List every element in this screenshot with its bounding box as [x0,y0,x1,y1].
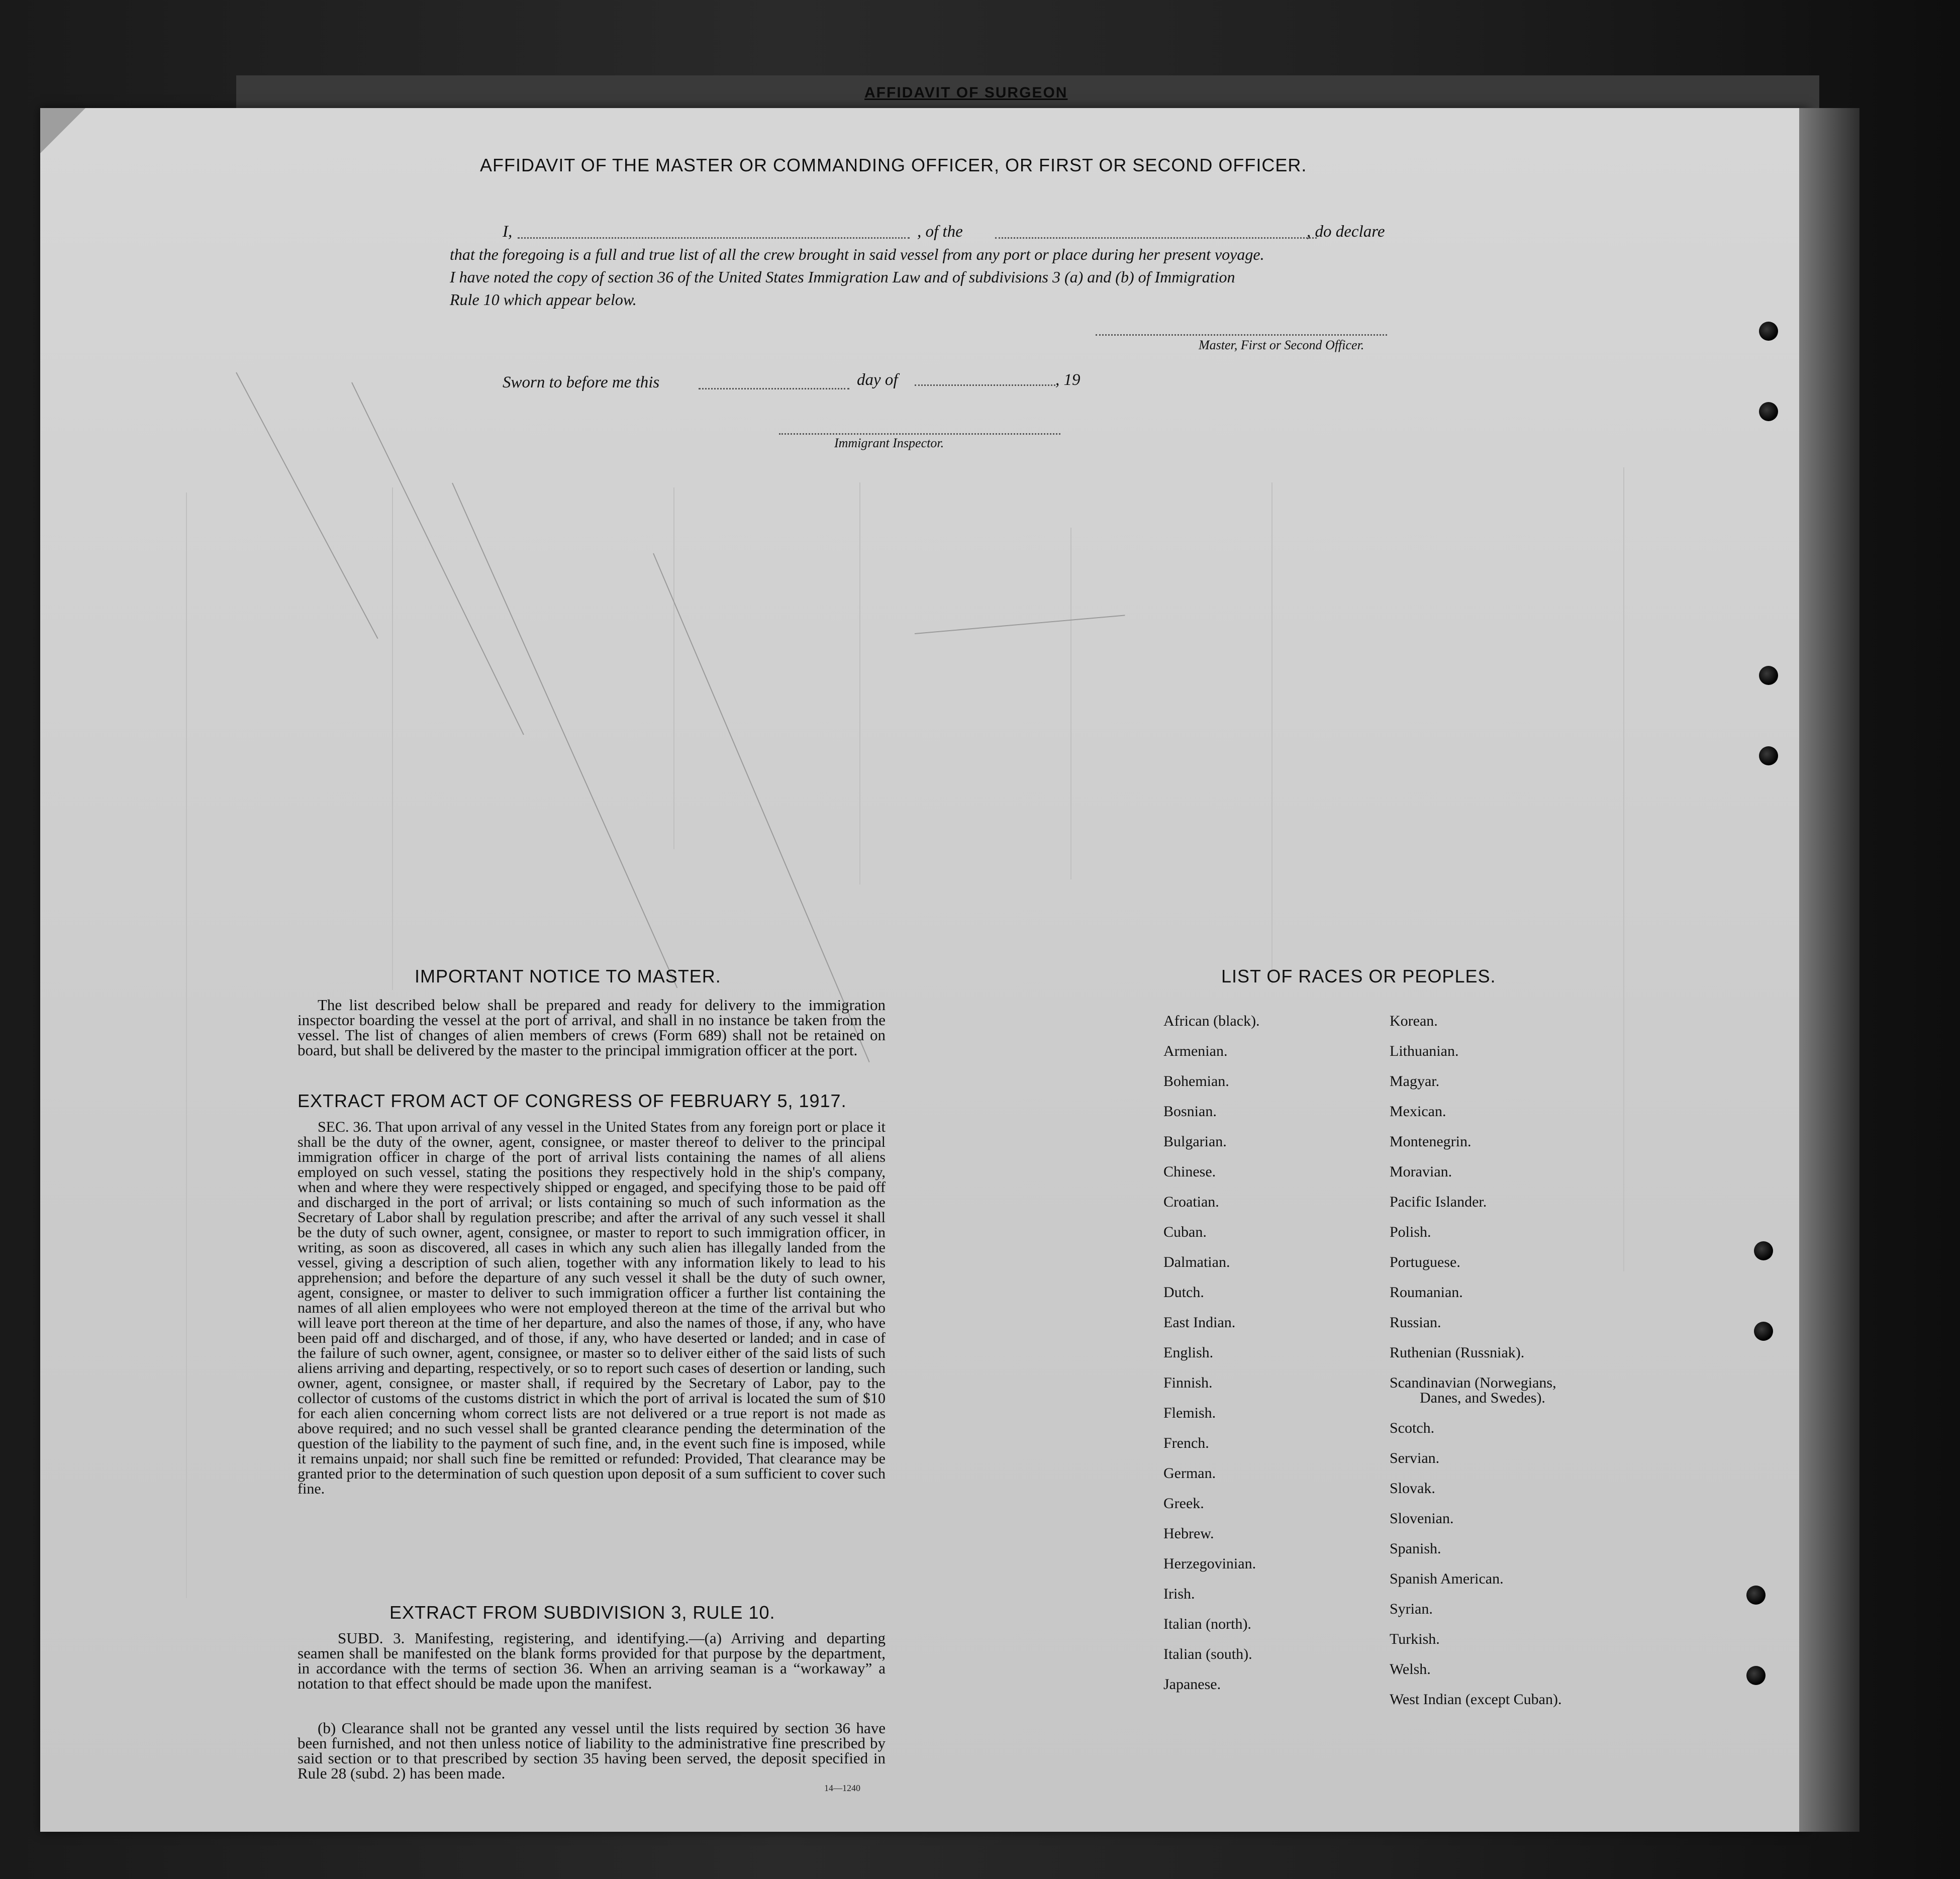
affidavit-line3: I have noted the copy of section 36 of the United States Immigration Law and of subdivisions 3 (a) and (b) of Immigration [450,268,1235,286]
race-item: Hebrew. [1163,1525,1214,1542]
race-item: Bosnian. [1163,1103,1217,1120]
year-label: , 19 [1055,371,1081,389]
vessel-blank [995,237,1317,239]
race-item: Bulgarian. [1163,1133,1227,1150]
races-title: LIST OF RACES OR PEOPLES. [1221,966,1496,986]
bleed-through-rule [859,482,860,884]
punch-hole [1759,666,1778,685]
punch-hole [1759,402,1778,421]
race-item: Slovak. [1390,1480,1435,1497]
race-item: Korean. [1390,1013,1438,1029]
affidavit-line1-mid: , of the [917,223,963,241]
race-item: Bohemian. [1163,1073,1229,1090]
race-item: Spanish American. [1390,1570,1504,1587]
affidavit-line1-suffix: , do declare [1307,223,1385,241]
affidavit-title: AFFIDAVIT OF THE MASTER OR COMMANDING OFFICER, OR FIRST OR SECOND OFFICER. [480,155,1307,175]
underlying-page-label: AFFIDAVIT OF SURGEON [864,84,1068,101]
race-item: Chinese. [1163,1163,1216,1180]
day-of-label: day of [857,371,898,389]
inspector-signature-line [779,433,1060,435]
notice-title: IMPORTANT NOTICE TO MASTER. [415,966,721,986]
race-item: Italian (south). [1163,1646,1252,1662]
notice-text: The list described below shall be prepared and ready for delivery to the immigration inspector boarding the vessel at the port of arrival, and shall in no instance be taken from the vessel. The list of changes of alien members of crews (Form 689) shall not be retained on board, but shall be delivered by the master to the principal immigration officer at the port. [298,996,886,1059]
race-item: Polish. [1390,1224,1431,1240]
extract-rule-para-a: SUBD. 3. Manifesting, registering, and identifying.—(a) Arriving and departing seamen shall be manifested on the blank forms provided for that purpose by the department, in accordance with the terms of section 36. When an arriving seaman is a “workaway” a notation to that effect should be made upon the manifest. [298,1629,886,1692]
race-item: Japanese. [1163,1676,1221,1693]
race-item: West Indian (except Cuban). [1390,1691,1562,1708]
affidavit-line4: Rule 10 which appear below. [450,290,637,309]
race-item: Syrian. [1390,1601,1433,1617]
bleed-through-rule [673,487,674,849]
race-item: Armenian. [1163,1043,1228,1059]
race-item: Mexican. [1390,1103,1446,1120]
race-item: East Indian. [1163,1314,1236,1331]
affidavit-line2: that the foregoing is a full and true list of all the crew brought in said vessel from any port or place during her present voyage. [450,245,1264,263]
bleed-through-rule [1070,528,1071,879]
page-edge-shadow [1799,108,1859,1832]
master-label: Master, First or Second Officer. [1199,338,1364,352]
extract-rule-para-b: (b) Clearance shall not be granted any vessel until the lists required by section 36 have been furnished, and not then unless notice of liability to the administrative fine prescribed by said section or to that prescribed by section 35 having been served, the deposit specified in Rule 28 (subd. 2) has been made. [298,1719,886,1782]
name-blank [518,237,910,239]
extract-rule-title: EXTRACT FROM SUBDIVISION 3, RULE 10. [389,1602,775,1623]
inspector-label: Immigrant Inspector. [834,436,944,450]
race-item: Slovenian. [1390,1510,1454,1527]
race-item: Italian (north). [1163,1616,1251,1632]
extract-act-title: EXTRACT FROM ACT OF CONGRESS OF FEBRUARY 5, 1917. [298,1091,847,1111]
folded-corner [40,108,85,153]
race-item: Roumanian. [1390,1284,1463,1301]
race-item: Irish. [1163,1586,1195,1602]
race-item: Lithuanian. [1390,1043,1459,1059]
race-item: Turkish. [1390,1631,1440,1647]
document-page [40,108,1809,1832]
race-item: Welsh. [1390,1661,1431,1677]
race-item: Greek. [1163,1495,1204,1512]
race-item: Finnish. [1163,1374,1213,1391]
race-item: Croatian. [1163,1194,1219,1210]
extract-act-text: SEC. 36. That upon arrival of any vessel in the United States from any foreign port or place it shall be the duty of the owner, agent, consignee, or master thereof to deliver to the principal immigration officer in charge of the port of arrival lists containing the names of all aliens employed on such vessel, stating the positions they respectively hold in the ship's company, when and where they were respectively shipped or engaged, and specifying those to be paid off and discharged in the port of arrival; or lists containing so much of such information as the Secretary of Labor shall by regulation prescribe; and after the arrival of any such vessel it shall be the duty of such owner, agent, consignee, or master to report to such immigration officer, in writing, as soon as discovered, all cases in which any such alien has illegally landed from the vessel, giving a description of such alien, together with any information likely to lead to his apprehension; and before the departure of any such vessel it shall be the duty of such owner, agent, consignee, or master to deliver to such immigration officer a further list containing the names of all alien employees who were not employed thereon at the time of the arrival but who will leave port thereon at the time of her departure, and also the names of those, if any, who have been paid off and discharged, and of those, if any, who have deserted or landed; and in case of the failure of such owner, agent, consignee, or master so to deliver either of the said lists of such aliens arriving and departing, respectively, or so to report such cases of desertion or landing, such owner, agent, consignee, or master shall, if required by the Secretary of Labor, pay to the collector of customs of the customs district in which the port of arrival is located the sum of $10 for each alien concerning whom correct lists are not delivered or a true report is not made as above required; and no such vessel shall be granted clearance pending the determination of the question of the liability to the payment of such fine, and, in the event such fine is imposed, while it remains unpaid; nor shall such fine be remitted or refunded: Provided, That clearance may be granted prior to the determination of such question upon deposit of a sum sufficient to cover such fine. [298,1119,886,1497]
bleed-through-rule [186,492,187,1598]
master-signature-line [1096,334,1387,336]
form-number: 14—1240 [824,1783,860,1793]
race-item: Russian. [1390,1314,1441,1331]
race-item: English. [1163,1344,1214,1361]
race-item: Herzegovinian. [1163,1555,1256,1572]
race-item: Scandinavian (Norwegians, [1390,1374,1556,1391]
race-item: Moravian. [1390,1163,1452,1180]
race-item: Spanish. [1390,1540,1441,1557]
punch-hole [1759,746,1778,765]
sworn-month-blank [915,384,1055,386]
punch-hole [1746,1666,1766,1685]
punch-hole [1754,1241,1773,1260]
sworn-day-blank [699,388,849,389]
bleed-through-rule [392,487,393,990]
race-item: Flemish. [1163,1405,1216,1421]
punch-hole [1754,1322,1773,1341]
race-item: Portuguese. [1390,1254,1460,1270]
race-item: Magyar. [1390,1073,1440,1090]
race-item: Montenegrin. [1390,1133,1472,1150]
bleed-through-rule [1271,482,1272,985]
race-item: Dalmatian. [1163,1254,1230,1270]
race-item: Dutch. [1163,1284,1204,1301]
affidavit-line1-prefix: I, [503,223,513,241]
race-item: French. [1163,1435,1209,1451]
punch-hole [1746,1586,1766,1605]
race-item: Cuban. [1163,1224,1207,1240]
punch-hole [1759,322,1778,341]
sworn-label: Sworn to before me this [503,373,660,391]
race-item: Scotch. [1390,1420,1435,1436]
race-item: Ruthenian (Russniak). [1390,1344,1525,1361]
bleed-through-rule [1623,467,1624,1271]
race-item: Danes, and Swedes). [1420,1390,1545,1406]
race-item: Servian. [1390,1450,1440,1466]
race-item: African (black). [1163,1013,1260,1029]
race-item: German. [1163,1465,1216,1481]
race-item: Pacific Islander. [1390,1194,1487,1210]
